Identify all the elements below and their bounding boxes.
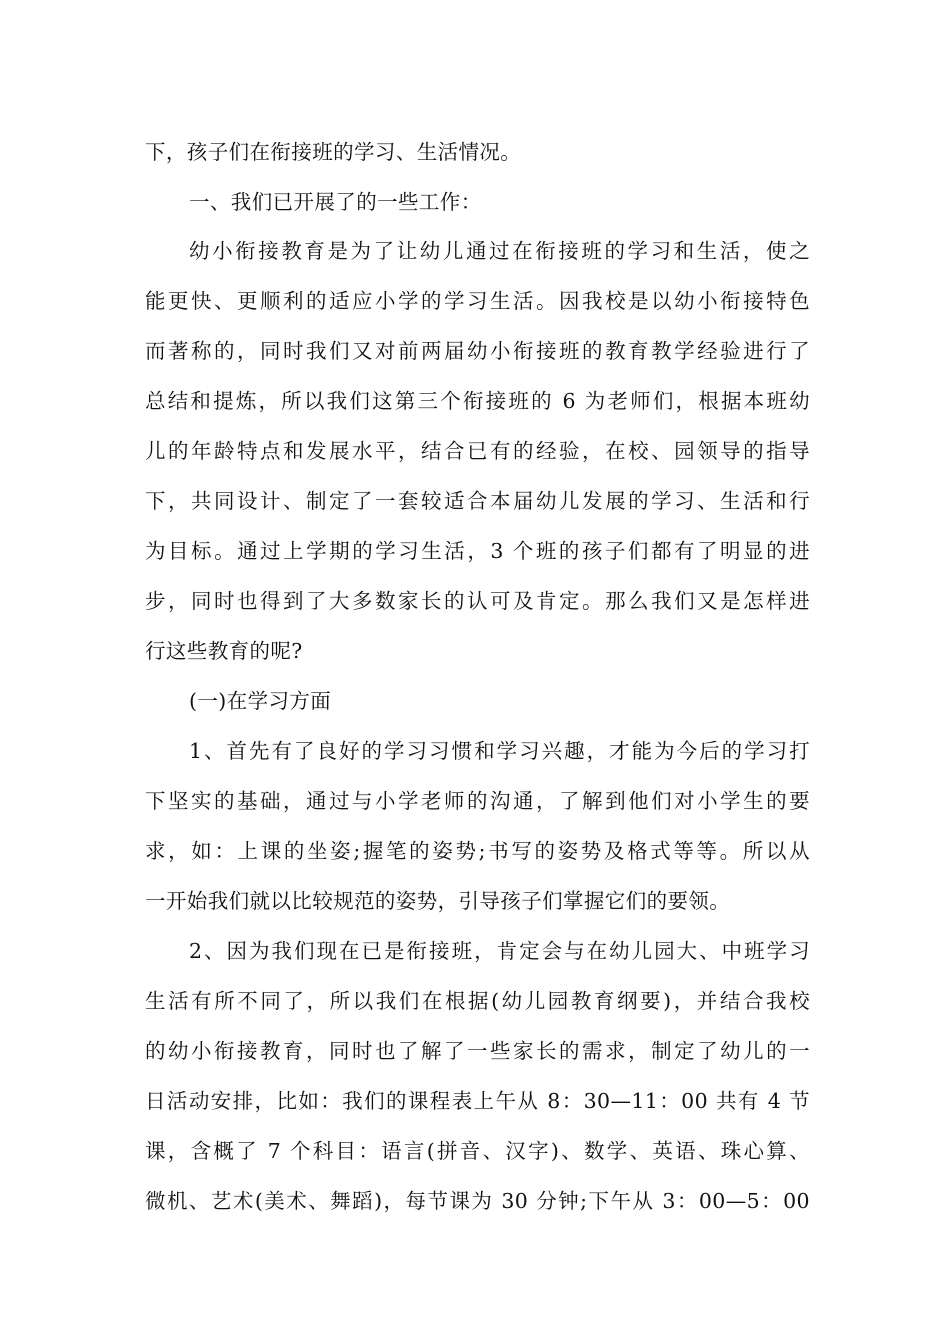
text-line: 儿的年龄特点和发展水平，结合已有的经验，在校、园领导的指导 [145,439,810,463]
text-line: 下坚实的基础，通过与小学老师的沟通，了解到他们对小学生的要 [145,789,810,813]
text-line: 为目标。通过上学期的学习生活，3 个班的孩子们都有了明显的进 [145,539,810,563]
text-line: 的幼小衔接教育，同时也了解了一些家长的需求，制定了幼儿的一 [145,1039,810,1063]
text-line: 步，同时也得到了大多数家长的认可及肯定。那么我们又是怎样进 [145,589,810,613]
text-line: 2、因为我们现在已是衔接班，肯定会与在幼儿园大、中班学习 [189,939,810,963]
text-line: 一开始我们就以比较规范的姿势，引导孩子们掌握它们的要领。 [145,889,731,913]
text-line: 行这些教育的呢? [145,639,303,663]
text-line: 而著称的，同时我们又对前两届幼小衔接班的教育教学经验进行了 [145,339,810,363]
text-line: 幼小衔接教育是为了让幼儿通过在衔接班的学习和生活，使之 [189,239,810,263]
section-heading: 一、我们已开展了的一些工作： [189,190,482,214]
subsection-heading: (一)在学习方面 [189,689,332,713]
text-line: 下，共同设计、制定了一套较适合本届幼儿发展的学习、生活和行 [145,489,810,513]
text-line: 总结和提炼，所以我们这第三个衔接班的 6 为老师们，根据本班幼 [145,389,810,413]
text-line: 课，含概了 7 个科目：语言(拼音、汉字)、数学、英语、珠心算、 [145,1139,810,1163]
text-line: 求，如：上课的坐姿;握笔的姿势;书写的姿势及格式等等。所以从 [145,839,810,863]
text-line: 1、首先有了良好的学习习惯和学习兴趣，才能为今后的学习打 [189,739,810,763]
text-line: 日活动安排，比如：我们的课程表上午从 8：30—11：00 共有 4 节 [145,1089,810,1113]
text-line: 能更快、更顺利的适应小学的学习生活。因我校是以幼小衔接特色 [145,289,810,313]
text-line: 生活有所不同了，所以我们在根据(幼儿园教育纲要)，并结合我校 [145,989,810,1013]
text-line: 下，孩子们在衔接班的学习、生活情况。 [145,140,522,164]
text-line: 微机、艺术(美术、舞蹈)，每节课为 30 分钟;下午从 3：00—5：00 [145,1189,810,1213]
